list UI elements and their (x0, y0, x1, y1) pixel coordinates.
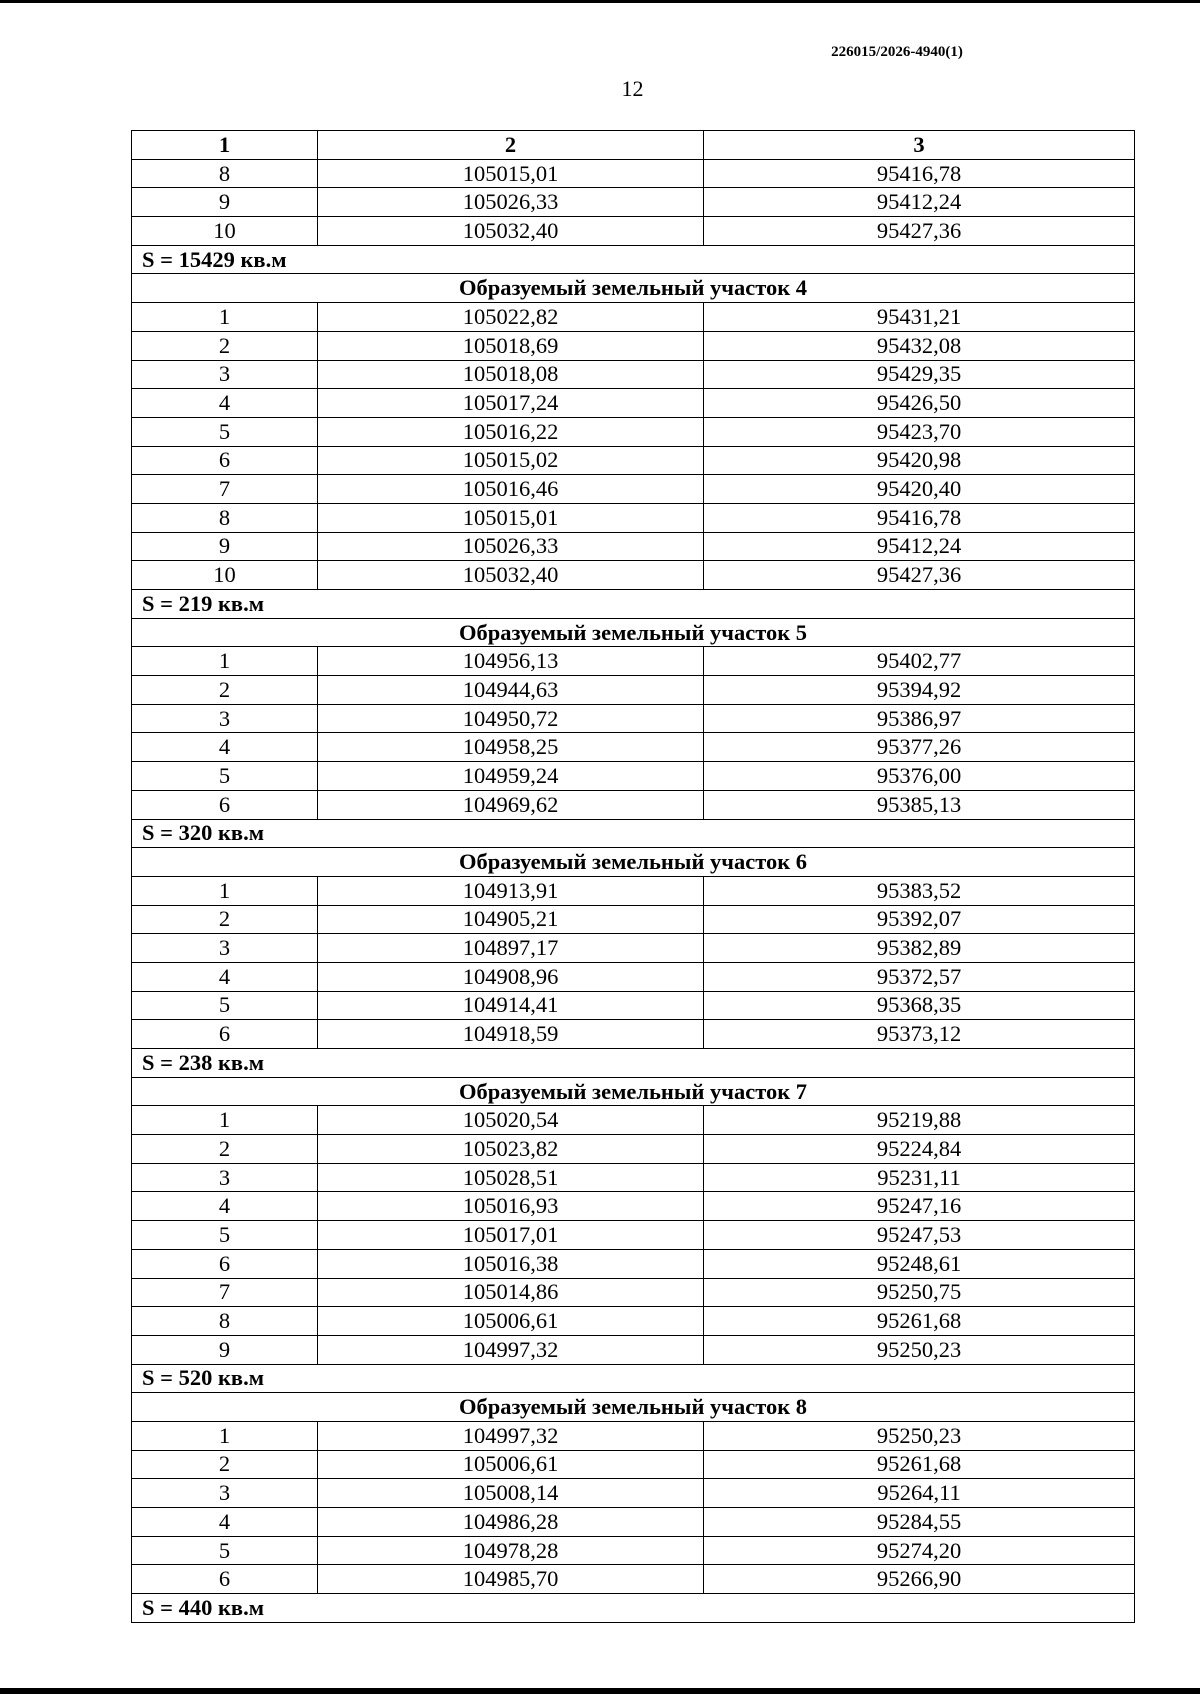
coordinate-y-cell: 95368,35 (704, 991, 1135, 1020)
point-number-cell: 4 (132, 733, 318, 762)
table-row (132, 303, 1135, 332)
coordinate-x-cell: 105023,82 (318, 1135, 704, 1164)
point-number-cell: 1 (132, 876, 318, 905)
section-header-row (132, 274, 1135, 303)
area-row (132, 1049, 1135, 1078)
coordinate-x-cell: 104914,41 (318, 991, 704, 1020)
point-number-cell: 2 (132, 905, 318, 934)
coordinate-x-cell: 104944,63 (318, 676, 704, 705)
area-row (132, 1364, 1135, 1393)
coordinate-x-cell: 105016,38 (318, 1249, 704, 1278)
area-row (132, 245, 1135, 274)
table-row (132, 1106, 1135, 1135)
table-row (132, 762, 1135, 791)
coordinate-y-cell: 95377,26 (704, 733, 1135, 762)
table-row (132, 532, 1135, 561)
table-row (132, 389, 1135, 418)
coordinate-y-cell: 95284,55 (704, 1508, 1135, 1537)
coordinate-y-cell: 95427,36 (704, 561, 1135, 590)
coordinate-x-cell: 104997,32 (318, 1335, 704, 1364)
coordinate-x-cell: 105026,33 (318, 532, 704, 561)
point-number-cell: 5 (132, 1536, 318, 1565)
coordinate-y-cell: 95412,24 (704, 188, 1135, 217)
coordinate-x-cell: 105016,22 (318, 417, 704, 446)
point-number-cell: 2 (132, 331, 318, 360)
coordinate-y-cell: 95266,90 (704, 1565, 1135, 1594)
coordinate-x-cell: 105008,14 (318, 1479, 704, 1508)
coordinate-x-cell: 104950,72 (318, 704, 704, 733)
coordinate-x-cell: 105017,01 (318, 1221, 704, 1250)
coordinate-y-cell: 95416,78 (704, 503, 1135, 532)
point-number-cell: 10 (132, 217, 318, 246)
coordinate-y-cell: 95382,89 (704, 934, 1135, 963)
area-value: S = 238 кв.м (132, 1049, 1135, 1078)
table-row (132, 1020, 1135, 1049)
coordinate-x-cell: 105016,93 (318, 1192, 704, 1221)
table-row (132, 991, 1135, 1020)
coordinates-table (131, 130, 1135, 1623)
coordinate-x-cell: 104978,28 (318, 1536, 704, 1565)
point-number-cell: 1 (132, 1106, 318, 1135)
table-row (132, 1536, 1135, 1565)
area-row (132, 1594, 1135, 1623)
point-number-cell: 1 (132, 647, 318, 676)
area-value: S = 15429 кв.м (132, 245, 1135, 274)
table-row (132, 1163, 1135, 1192)
table-row (132, 934, 1135, 963)
coordinate-x-cell: 104918,59 (318, 1020, 704, 1049)
section-title: Образуемый земельный участок 6 (132, 848, 1135, 877)
coordinate-x-cell: 105028,51 (318, 1163, 704, 1192)
table-row (132, 1565, 1135, 1594)
coordinate-x-cell: 105018,08 (318, 360, 704, 389)
coordinate-x-cell: 104969,62 (318, 790, 704, 819)
table-row (132, 1421, 1135, 1450)
point-number-cell: 9 (132, 532, 318, 561)
coordinate-y-cell: 95372,57 (704, 962, 1135, 991)
coordinate-y-cell: 95250,23 (704, 1421, 1135, 1450)
table-row (132, 417, 1135, 446)
point-number-cell: 8 (132, 503, 318, 532)
point-number-cell: 6 (132, 1565, 318, 1594)
coordinate-y-cell: 95373,12 (704, 1020, 1135, 1049)
coordinate-y-cell: 95412,24 (704, 532, 1135, 561)
point-number-cell: 4 (132, 962, 318, 991)
coordinate-y-cell: 95416,78 (704, 159, 1135, 188)
section-header-row (132, 848, 1135, 877)
table-row (132, 704, 1135, 733)
table-row (132, 1450, 1135, 1479)
coordinate-y-cell: 95231,11 (704, 1163, 1135, 1192)
table-row (132, 1278, 1135, 1307)
coordinate-x-cell: 104908,96 (318, 962, 704, 991)
point-number-cell: 1 (132, 303, 318, 332)
column-header-2: 2 (318, 131, 704, 160)
coordinate-y-cell: 95386,97 (704, 704, 1135, 733)
table-row (132, 1249, 1135, 1278)
point-number-cell: 5 (132, 762, 318, 791)
point-number-cell: 6 (132, 1249, 318, 1278)
point-number-cell: 3 (132, 1479, 318, 1508)
column-header-1: 1 (132, 131, 318, 160)
coordinate-y-cell: 95427,36 (704, 217, 1135, 246)
coordinate-y-cell: 95392,07 (704, 905, 1135, 934)
coordinate-x-cell: 105016,46 (318, 475, 704, 504)
coordinate-x-cell: 104997,32 (318, 1421, 704, 1450)
coordinate-y-cell: 95383,52 (704, 876, 1135, 905)
table-row (132, 217, 1135, 246)
point-number-cell: 9 (132, 188, 318, 217)
point-number-cell: 5 (132, 991, 318, 1020)
table-row (132, 962, 1135, 991)
table-row (132, 188, 1135, 217)
coordinate-y-cell: 95248,61 (704, 1249, 1135, 1278)
area-value: S = 440 кв.м (132, 1594, 1135, 1623)
coordinate-x-cell: 105017,24 (318, 389, 704, 418)
coordinate-x-cell: 105015,01 (318, 503, 704, 532)
coordinate-x-cell: 104986,28 (318, 1508, 704, 1537)
point-number-cell: 10 (132, 561, 318, 590)
coordinate-y-cell: 95274,20 (704, 1536, 1135, 1565)
scan-bottom-edge (0, 1688, 1200, 1694)
coordinate-x-cell: 104897,17 (318, 934, 704, 963)
section-header-row (132, 1393, 1135, 1422)
section-title: Образуемый земельный участок 7 (132, 1077, 1135, 1106)
table-row (132, 1221, 1135, 1250)
point-number-cell: 4 (132, 389, 318, 418)
coordinate-y-cell: 95426,50 (704, 389, 1135, 418)
section-title: Образуемый земельный участок 5 (132, 618, 1135, 647)
coordinate-y-cell: 95261,68 (704, 1450, 1135, 1479)
table-row (132, 360, 1135, 389)
table-row (132, 676, 1135, 705)
document-id: 226015/2026-4940(1) (831, 44, 963, 60)
area-row (132, 819, 1135, 848)
coordinate-x-cell: 105006,61 (318, 1307, 704, 1336)
point-number-cell: 6 (132, 790, 318, 819)
point-number-cell: 3 (132, 1163, 318, 1192)
column-header-3: 3 (704, 131, 1135, 160)
coordinate-x-cell: 104913,91 (318, 876, 704, 905)
coordinate-x-cell: 105020,54 (318, 1106, 704, 1135)
table-row (132, 733, 1135, 762)
coordinate-y-cell: 95420,40 (704, 475, 1135, 504)
table-row (132, 503, 1135, 532)
area-value: S = 219 кв.м (132, 590, 1135, 619)
table-row (132, 331, 1135, 360)
coordinate-x-cell: 104905,21 (318, 905, 704, 934)
table-row (132, 876, 1135, 905)
coordinate-x-cell: 105032,40 (318, 217, 704, 246)
area-row (132, 590, 1135, 619)
point-number-cell: 5 (132, 417, 318, 446)
point-number-cell: 3 (132, 704, 318, 733)
point-number-cell: 4 (132, 1508, 318, 1537)
coordinate-x-cell: 105022,82 (318, 303, 704, 332)
point-number-cell: 8 (132, 159, 318, 188)
coordinate-y-cell: 95420,98 (704, 446, 1135, 475)
point-number-cell: 1 (132, 1421, 318, 1450)
section-header-row (132, 618, 1135, 647)
section-title: Образуемый земельный участок 4 (132, 274, 1135, 303)
coordinate-y-cell: 95247,53 (704, 1221, 1135, 1250)
table-row (132, 159, 1135, 188)
area-value: S = 320 кв.м (132, 819, 1135, 848)
point-number-cell: 2 (132, 1135, 318, 1164)
coordinate-y-cell: 95264,11 (704, 1479, 1135, 1508)
scan-top-edge-line (480, 0, 1020, 2)
table-row (132, 1192, 1135, 1221)
section-title: Образуемый земельный участок 8 (132, 1393, 1135, 1422)
table-row (132, 1335, 1135, 1364)
coordinate-x-cell: 105014,86 (318, 1278, 704, 1307)
coordinate-x-cell: 105015,01 (318, 159, 704, 188)
table-row (132, 446, 1135, 475)
table-row (132, 475, 1135, 504)
coordinate-y-cell: 95224,84 (704, 1135, 1135, 1164)
point-number-cell: 4 (132, 1192, 318, 1221)
point-number-cell: 3 (132, 934, 318, 963)
coordinate-x-cell: 105018,69 (318, 331, 704, 360)
point-number-cell: 8 (132, 1307, 318, 1336)
point-number-cell: 2 (132, 1450, 318, 1479)
table-header-row (132, 131, 1135, 160)
coordinate-x-cell: 105015,02 (318, 446, 704, 475)
point-number-cell: 3 (132, 360, 318, 389)
table-row (132, 905, 1135, 934)
table-row (132, 561, 1135, 590)
coordinate-y-cell: 95247,16 (704, 1192, 1135, 1221)
coordinate-x-cell: 105032,40 (318, 561, 704, 590)
coordinates-table-body (132, 131, 1135, 1623)
point-number-cell: 2 (132, 676, 318, 705)
coordinate-y-cell: 95394,92 (704, 676, 1135, 705)
coordinate-y-cell: 95423,70 (704, 417, 1135, 446)
point-number-cell: 6 (132, 1020, 318, 1049)
point-number-cell: 7 (132, 1278, 318, 1307)
point-number-cell: 6 (132, 446, 318, 475)
coordinate-y-cell: 95376,00 (704, 762, 1135, 791)
table-row (132, 1307, 1135, 1336)
table-row (132, 1135, 1135, 1164)
table-row (132, 647, 1135, 676)
page-number: 12 (621, 76, 644, 101)
coordinate-y-cell: 95431,21 (704, 303, 1135, 332)
section-header-row (132, 1077, 1135, 1106)
coordinate-y-cell: 95385,13 (704, 790, 1135, 819)
coordinate-x-cell: 104956,13 (318, 647, 704, 676)
point-number-cell: 7 (132, 475, 318, 504)
coordinate-y-cell: 95432,08 (704, 331, 1135, 360)
point-number-cell: 5 (132, 1221, 318, 1250)
coordinate-x-cell: 105026,33 (318, 188, 704, 217)
coordinate-x-cell: 104959,24 (318, 762, 704, 791)
coordinate-y-cell: 95261,68 (704, 1307, 1135, 1336)
table-row (132, 790, 1135, 819)
table-row (132, 1479, 1135, 1508)
coordinate-x-cell: 104985,70 (318, 1565, 704, 1594)
coordinate-x-cell: 105006,61 (318, 1450, 704, 1479)
coordinate-y-cell: 95250,75 (704, 1278, 1135, 1307)
area-value: S = 520 кв.м (132, 1364, 1135, 1393)
coordinate-y-cell: 95429,35 (704, 360, 1135, 389)
table-row (132, 1508, 1135, 1537)
point-number-cell: 9 (132, 1335, 318, 1364)
coordinate-y-cell: 95219,88 (704, 1106, 1135, 1135)
coordinate-y-cell: 95402,77 (704, 647, 1135, 676)
coordinate-y-cell: 95250,23 (704, 1335, 1135, 1364)
coordinate-x-cell: 104958,25 (318, 733, 704, 762)
